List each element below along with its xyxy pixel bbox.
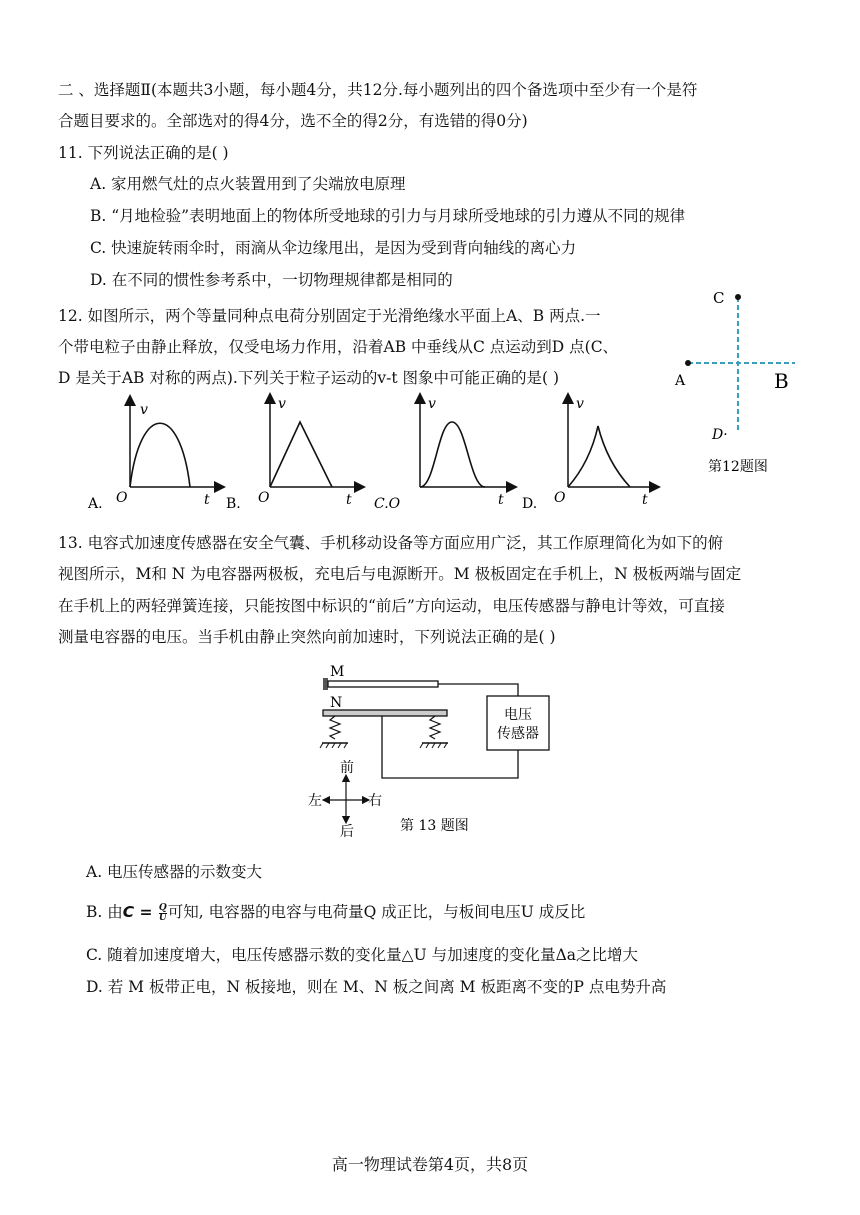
formula-c: C	[122, 903, 135, 921]
q13-stem-line3: 在手机上的两轻弹簧连接，只能按图中标识的“前后”方向运动，电压传感器与静电计等效，可直接	[58, 597, 725, 615]
q11-stem: 11. 下列说法正确的是( )	[58, 144, 229, 162]
axis-t-label: t	[346, 492, 352, 508]
dir-right-label: 右	[368, 793, 382, 809]
q11-option-d: D. 在不同的惯性参考系中，一切物理规律都是相同的	[90, 271, 453, 289]
formula-numerator: Q	[158, 902, 167, 913]
q12-stem-line1: 12. 如图所示，两个等量同种点电荷分别固定于光滑绝缘水平面上A、B 两点.一	[58, 307, 601, 325]
q13-stem-line2: 视图所示，M和 N 为电容器两极板，充电后与电源断开。M 极板固定在手机上，N 极板两端与固定	[58, 565, 742, 583]
label-n: N	[330, 695, 343, 711]
vt-graph-d	[522, 396, 655, 512]
vt-graph-b	[226, 396, 360, 512]
label-b: B	[774, 369, 789, 393]
charge-a	[685, 360, 691, 366]
point-c	[735, 294, 741, 300]
dir-back-label: 后	[340, 824, 354, 840]
dir-front-label: 前	[340, 760, 354, 776]
q12-stem-line3: D 是关于AB 对称的两点).下列关于粒子运动的v-t 图象中可能正确的是( )	[58, 369, 560, 387]
section-header-line1: 二 、选择题Ⅱ(本题共3小题，每小题4分，共12分.每小题列出的四个备选项中至少有一个是符	[58, 81, 698, 99]
origin-label: O	[258, 490, 270, 506]
label-m: M	[330, 664, 345, 680]
axis-v-label: v	[576, 396, 584, 412]
q13-sensor-figure	[290, 660, 560, 840]
q12-charge-figure	[670, 285, 820, 485]
q13-option-b-prefix: B. 由	[86, 903, 123, 921]
q13-option-a: A. 电压传感器的示数变大	[86, 863, 263, 881]
q13-stem-line4: 测量电容器的电压。当手机由静止突然向前加速时，下列说法正确的是( )	[58, 628, 556, 646]
option-b-label: B.	[226, 496, 241, 512]
formula-denominator: U	[158, 912, 167, 923]
formula-eq: =	[134, 903, 158, 921]
axis-v-label: v	[428, 396, 436, 412]
origin-label: O	[554, 490, 566, 506]
axis-t-label: t	[498, 492, 504, 508]
axis-t-label: t	[204, 492, 210, 508]
q11-option-a: A. 家用燃气灶的点火装置用到了尖端放电原理	[90, 175, 406, 193]
origin-label: O	[116, 490, 128, 506]
label-d: D·	[712, 427, 728, 443]
q13-option-b	[86, 902, 585, 923]
dir-left-label: 左	[308, 793, 322, 809]
label-c: C	[713, 289, 725, 307]
q11-option-c: C. 快速旋转雨伞时，雨滴从伞边缘甩出，是因为受到背向轴线的离心力	[90, 239, 577, 257]
q13-option-d: D. 若 M 板带正电，N 板接地，则在 M、N 板之间离 M 板距离不变的P 点电势升高	[86, 978, 667, 996]
q12-figure-caption: 第12题图	[708, 459, 768, 475]
vt-graph-a	[87, 400, 220, 512]
axis-v-label: v	[278, 396, 286, 412]
option-c-label: C.O	[374, 496, 401, 512]
label-a: A	[675, 373, 686, 389]
q13-option-c: C. 随着加速度增大，电压传感器示数的变化量△U 与加速度的变化量Δa之比增大	[86, 946, 639, 964]
section-header-line2: 合题目要求的。全部选对的得4分，选不全的得2分，有选错的得0分)	[58, 112, 528, 130]
page-footer: 高一物理试卷第4页，共8页	[331, 1155, 529, 1174]
axis-t-label: t	[642, 492, 648, 508]
option-a-label: A.	[88, 496, 103, 512]
sensor-label-line1: 电压	[504, 707, 532, 723]
q12-stem-line2: 个带电粒子由静止释放，仅受电场力作用，沿着AB 中垂线从C 点运动到D 点(C、	[58, 338, 619, 356]
option-d-label: D.	[522, 496, 538, 512]
q13-figure-caption: 第 13 题图	[400, 818, 469, 834]
q13-option-b-suffix: 可知, 电容器的电容与电荷量Q 成正比，与板间电压U 成反比	[167, 903, 586, 921]
sensor-label-line2: 传感器	[497, 726, 539, 742]
formula-fraction	[159, 904, 167, 923]
axis-v-label: v	[140, 402, 148, 418]
q11-option-b: B. “月地检验”表明地面上的物体所受地球的引力与月球所受地球的引力遵从不同的规律	[90, 207, 686, 225]
vt-graph-c	[374, 396, 512, 512]
q13-stem-line1: 13. 电容式加速度传感器在安全气囊、手机移动设备等方面应用广泛，其工作原理简化为如下的俯	[58, 534, 724, 552]
vt-graphs	[80, 392, 680, 512]
